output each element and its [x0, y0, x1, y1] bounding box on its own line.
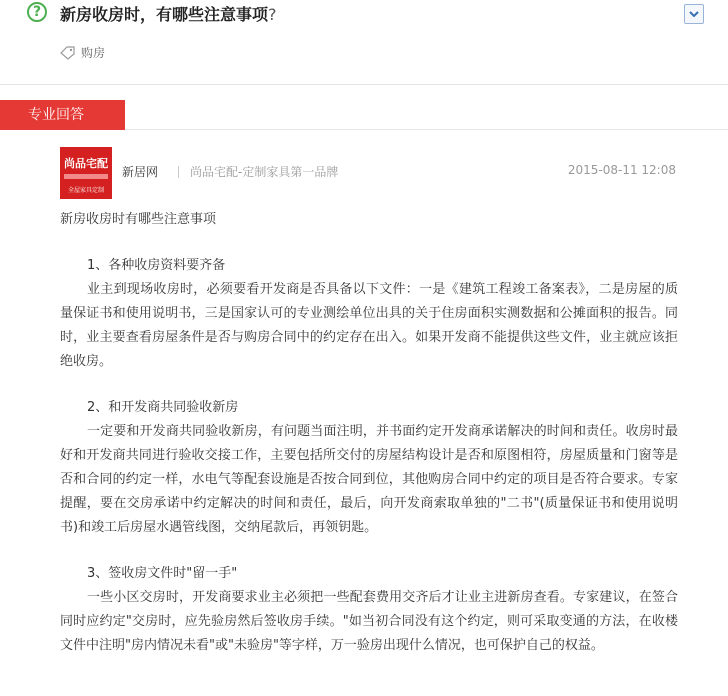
- avatar-brand: 尚品宅配: [64, 157, 108, 170]
- answer-intro: 新房收房时有哪些注意事项: [60, 212, 217, 227]
- answer-date: 2015-08-11 12:08: [567, 163, 676, 177]
- section-title: 1、各种收房资料要齐备: [87, 258, 226, 273]
- chevron-down-icon: [685, 5, 703, 23]
- collapse-button[interactable]: [684, 4, 704, 24]
- question-title-text: 新房收房时，有哪些注意事项: [60, 5, 269, 24]
- question-title-mark: ?: [268, 5, 277, 24]
- question-header: [0, 0, 728, 30]
- answer-section: [60, 254, 678, 374]
- answer-section: [60, 396, 678, 540]
- section-title: 3、签收房文件时"留一手": [87, 566, 238, 581]
- author-name[interactable]: 新居网: [122, 165, 159, 179]
- question-mark-icon: ?: [27, 2, 47, 22]
- avatar[interactable]: [60, 147, 112, 199]
- answer-section-divider: [125, 129, 728, 130]
- section-text: 业主到现场收房时，必须要看开发商是否具备以下文件：一是《建筑工程竣工备案表》，二是房屋的质量保证书和使用说明书，三是国家认可的专业测绘单位出具的关于住房面积实测数据和公摊面积的报告。同时，业主要查看房屋条件是否与购房合同中的约定存在出入。如果开发商不能提供这些文件，业主就应该拒绝收房。: [60, 282, 678, 369]
- tag-icon: [60, 46, 76, 60]
- tag-label: 购房: [81, 46, 106, 60]
- section-text: 一些小区交房时，开发商要求业主必须把一些配套费用交齐后才让业主进新房查看。专家建议，在签合同时应约定"交房时，应先验房然后签收房手续。"如当初合同没有这个约定，则可采取变通的方法，在收楼文件中注明"房内情况未看"或"未验房"等字样，万一验房出现什么情况，也可保护自己的权益。: [60, 590, 678, 653]
- author-description: 尚品宅配-定制家具第一品牌: [190, 165, 339, 179]
- avatar-bar: [64, 174, 108, 179]
- author-separator: [178, 166, 179, 178]
- section-title: 2、和开发商共同验收新房: [87, 400, 239, 415]
- avatar-sub: 全屋家具定制: [67, 187, 104, 194]
- answer-body: [60, 208, 678, 680]
- section-text: 一定要和开发商共同验收新房，有问题当面注明，并书面约定开发商承诺解决的时间和责任。收房时最好和开发商共同进行验收交接工作，主要包括所交付的房屋结构设计是否和原图相符，房屋质量和门窗等是否和合同的约定一样，水电气等配套设施是否按合同到位，其他购房合同中约定的项目是否符合要求。专家提醒，要在交房承诺中约定解决的时间和责任，最后，向开发商索取单独的"二书"(质量保证书和使用说明书)和竣工后房屋水遇管线图，交纳尾款后，再领钥匙。: [60, 424, 678, 535]
- question-tag[interactable]: [60, 44, 105, 61]
- question-title: [60, 2, 277, 25]
- answer-section-label: 专业回答: [0, 100, 125, 130]
- header-divider: [0, 84, 728, 85]
- answer-section: [60, 562, 678, 658]
